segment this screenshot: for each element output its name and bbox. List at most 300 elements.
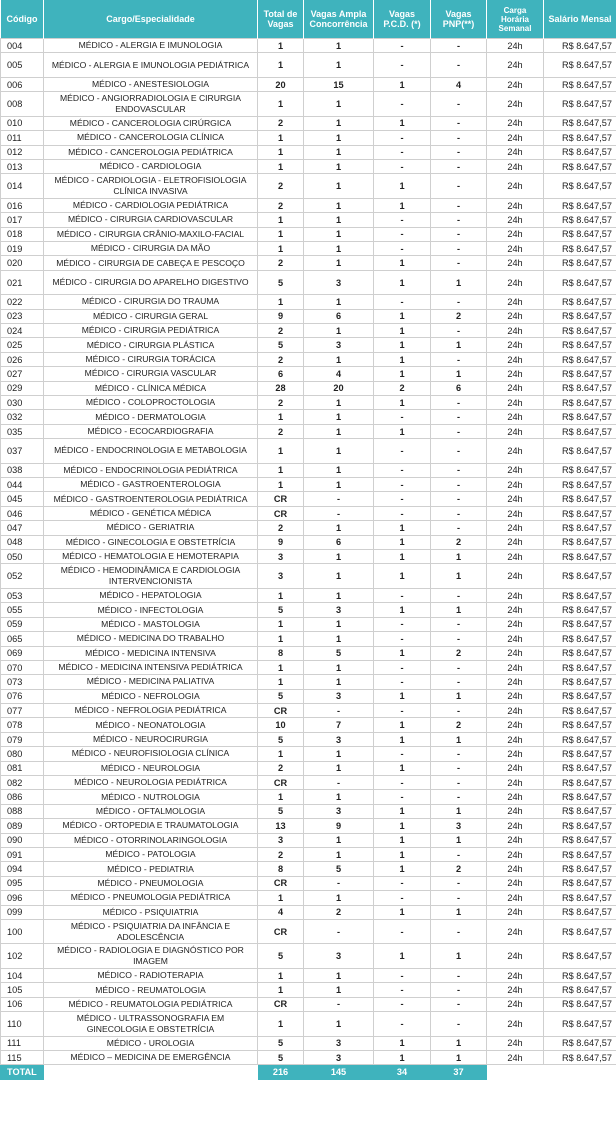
cell-salario: R$ 8.647,57	[544, 905, 616, 919]
cell-carga: 24h	[487, 876, 544, 890]
cell-ampla: 2	[304, 905, 374, 919]
cell-codigo: 090	[1, 833, 44, 847]
cell-salario: R$ 8.647,57	[544, 617, 616, 631]
cell-carga: 24h	[487, 617, 544, 631]
cell-codigo: 010	[1, 116, 44, 130]
cell-ampla: 1	[304, 564, 374, 589]
cell-pnp: -	[431, 790, 487, 804]
cell-carga: 24h	[487, 352, 544, 366]
cell-codigo: 035	[1, 424, 44, 438]
cell-pnp: -	[431, 891, 487, 905]
cell-ampla: 1	[304, 847, 374, 861]
cell-ampla: 1	[304, 242, 374, 256]
cell-carga: 24h	[487, 660, 544, 674]
cell-cargo: MÉDICO - NEFROLOGIA	[44, 689, 258, 703]
cell-ampla: 1	[304, 632, 374, 646]
cell-ampla: 1	[304, 675, 374, 689]
cell-codigo: 006	[1, 77, 44, 91]
cell-carga: 24h	[487, 521, 544, 535]
cell-pcd: 1	[374, 198, 431, 212]
cell-pnp: 1	[431, 689, 487, 703]
table-row	[1, 718, 616, 732]
cell-total: 1	[258, 131, 304, 145]
cell-ampla: 3	[304, 689, 374, 703]
cell-total: 3	[258, 564, 304, 589]
table-row	[1, 660, 616, 674]
cell-codigo: 088	[1, 804, 44, 818]
cell-pnp: 1	[431, 732, 487, 746]
cell-ampla: 1	[304, 145, 374, 159]
cell-pcd: -	[374, 295, 431, 309]
header-pcd: Vagas P.C.D. (*)	[374, 0, 431, 39]
cell-pcd: 1	[374, 847, 431, 861]
cell-pnp: 3	[431, 819, 487, 833]
cell-cargo: MÉDICO - CANCEROLOGIA CLÍNICA	[44, 131, 258, 145]
cell-pnp: -	[431, 324, 487, 338]
table-row	[1, 646, 616, 660]
table-row	[1, 891, 616, 905]
cell-ampla: 1	[304, 39, 374, 53]
table-row	[1, 535, 616, 549]
cell-cargo: MÉDICO – MEDICINA DE EMERGÊNCIA	[44, 1050, 258, 1064]
cell-carga: 24h	[487, 439, 544, 464]
total-blank-cell	[44, 1065, 258, 1080]
total-pnp: 37	[431, 1065, 487, 1080]
table-row	[1, 410, 616, 424]
cell-pcd: 1	[374, 819, 431, 833]
total-blank-cell	[544, 1065, 616, 1080]
cell-pnp: -	[431, 919, 487, 944]
cell-salario: R$ 8.647,57	[544, 381, 616, 395]
cell-pcd: -	[374, 588, 431, 602]
cell-carga: 24h	[487, 213, 544, 227]
cell-pcd: 1	[374, 732, 431, 746]
cell-carga: 24h	[487, 550, 544, 564]
table-row	[1, 324, 616, 338]
cell-total: CR	[258, 876, 304, 890]
cell-ampla: -	[304, 876, 374, 890]
cell-total: 5	[258, 689, 304, 703]
table-row	[1, 983, 616, 997]
cell-cargo: MÉDICO - DERMATOLOGIA	[44, 410, 258, 424]
cell-cargo: MÉDICO - CANCEROLOGIA CIRÚRGICA	[44, 116, 258, 130]
cell-pnp: -	[431, 660, 487, 674]
cell-carga: 24h	[487, 492, 544, 506]
table-row	[1, 876, 616, 890]
cell-pcd: -	[374, 492, 431, 506]
cell-pcd: -	[374, 747, 431, 761]
cell-pcd: 1	[374, 905, 431, 919]
table-row	[1, 159, 616, 173]
cell-carga: 24h	[487, 804, 544, 818]
cell-ampla: 3	[304, 270, 374, 295]
cell-cargo: MÉDICO - PSIQUIATRIA DA INFÂNCIA E ADOLESCÊNCIA	[44, 919, 258, 944]
cell-cargo: MÉDICO - OTORRINOLARINGOLOGIA	[44, 833, 258, 847]
cell-ampla: 1	[304, 833, 374, 847]
cell-pnp: 1	[431, 1036, 487, 1050]
cell-pnp: 1	[431, 603, 487, 617]
table-row	[1, 227, 616, 241]
cell-codigo: 004	[1, 39, 44, 53]
cell-pcd: -	[374, 660, 431, 674]
cell-ampla: -	[304, 776, 374, 790]
cell-cargo: MÉDICO - MEDICINA INTENSIVA PEDIÁTRICA	[44, 660, 258, 674]
cell-total: 1	[258, 463, 304, 477]
cell-salario: R$ 8.647,57	[544, 1012, 616, 1037]
cell-ampla: 6	[304, 535, 374, 549]
cell-codigo: 115	[1, 1050, 44, 1064]
cell-total: 2	[258, 521, 304, 535]
cell-ampla: 1	[304, 116, 374, 130]
cell-pnp: -	[431, 632, 487, 646]
cell-salario: R$ 8.647,57	[544, 790, 616, 804]
cell-carga: 24h	[487, 997, 544, 1011]
cell-pcd: -	[374, 478, 431, 492]
cell-cargo: MÉDICO - ENDOCRINOLOGIA E METABOLOGIA	[44, 439, 258, 464]
cell-carga: 24h	[487, 776, 544, 790]
cell-ampla: 5	[304, 862, 374, 876]
cell-codigo: 020	[1, 256, 44, 270]
cell-ampla: 1	[304, 410, 374, 424]
cell-ampla: 1	[304, 213, 374, 227]
cell-carga: 24h	[487, 53, 544, 78]
table-row	[1, 944, 616, 969]
cell-salario: R$ 8.647,57	[544, 761, 616, 775]
cell-salario: R$ 8.647,57	[544, 309, 616, 323]
table-row	[1, 53, 616, 78]
table-row	[1, 1050, 616, 1064]
cell-pnp: -	[431, 506, 487, 520]
cell-codigo: 017	[1, 213, 44, 227]
cell-pnp: -	[431, 997, 487, 1011]
cell-pcd: 1	[374, 550, 431, 564]
cell-pnp: 1	[431, 944, 487, 969]
table-row	[1, 833, 616, 847]
cell-carga: 24h	[487, 564, 544, 589]
cell-pcd: -	[374, 131, 431, 145]
cell-pnp: -	[431, 747, 487, 761]
cell-total: 1	[258, 968, 304, 982]
cell-cargo: MÉDICO - HEPATOLOGIA	[44, 588, 258, 602]
cell-total: 1	[258, 747, 304, 761]
cell-salario: R$ 8.647,57	[544, 352, 616, 366]
cell-pcd: -	[374, 145, 431, 159]
total-label: TOTAL	[1, 1065, 44, 1080]
cell-total: 3	[258, 550, 304, 564]
table-row	[1, 804, 616, 818]
header-pnp: Vagas PNP(**)	[431, 0, 487, 39]
cell-codigo: 055	[1, 603, 44, 617]
table-row	[1, 174, 616, 199]
cell-carga: 24h	[487, 174, 544, 199]
cell-carga: 24h	[487, 367, 544, 381]
cell-total: 9	[258, 309, 304, 323]
table-row	[1, 919, 616, 944]
cell-carga: 24h	[487, 588, 544, 602]
cell-codigo: 065	[1, 632, 44, 646]
cell-codigo: 038	[1, 463, 44, 477]
cell-ampla: 1	[304, 891, 374, 905]
table-row	[1, 338, 616, 352]
cell-pnp: -	[431, 116, 487, 130]
cell-carga: 24h	[487, 145, 544, 159]
cell-pnp: -	[431, 145, 487, 159]
cell-codigo: 059	[1, 617, 44, 631]
cell-total: 1	[258, 439, 304, 464]
cell-codigo: 081	[1, 761, 44, 775]
cell-carga: 24h	[487, 905, 544, 919]
cell-codigo: 048	[1, 535, 44, 549]
cell-carga: 24h	[487, 478, 544, 492]
cell-ampla: 1	[304, 424, 374, 438]
cell-pcd: 1	[374, 174, 431, 199]
cell-pcd: 1	[374, 535, 431, 549]
cell-pnp: -	[431, 776, 487, 790]
cell-ampla: 1	[304, 1012, 374, 1037]
cell-pnp: -	[431, 424, 487, 438]
cell-carga: 24h	[487, 919, 544, 944]
cell-salario: R$ 8.647,57	[544, 159, 616, 173]
total-vagas: 216	[258, 1065, 304, 1080]
cell-carga: 24h	[487, 92, 544, 117]
cell-pcd: 1	[374, 862, 431, 876]
cell-ampla: 5	[304, 646, 374, 660]
cell-cargo: MÉDICO - MASTOLOGIA	[44, 617, 258, 631]
cell-pcd: 1	[374, 309, 431, 323]
cell-pnp: 1	[431, 564, 487, 589]
cell-carga: 24h	[487, 410, 544, 424]
cell-total: CR	[258, 919, 304, 944]
cell-carga: 24h	[487, 227, 544, 241]
cell-pnp: -	[431, 521, 487, 535]
cell-pcd: 1	[374, 270, 431, 295]
cell-pnp: -	[431, 242, 487, 256]
cell-codigo: 022	[1, 295, 44, 309]
cell-pnp: 1	[431, 905, 487, 919]
table-row	[1, 1036, 616, 1050]
cell-ampla: 6	[304, 309, 374, 323]
cell-ampla: -	[304, 919, 374, 944]
cell-codigo: 046	[1, 506, 44, 520]
cell-carga: 24h	[487, 324, 544, 338]
cell-salario: R$ 8.647,57	[544, 1050, 616, 1064]
cell-pcd: -	[374, 891, 431, 905]
cell-cargo: MÉDICO - NEFROLOGIA PEDIÁTRICA	[44, 704, 258, 718]
cell-pnp: -	[431, 131, 487, 145]
cell-ampla: 1	[304, 53, 374, 78]
cell-salario: R$ 8.647,57	[544, 145, 616, 159]
cell-pnp: -	[431, 295, 487, 309]
table-row	[1, 819, 616, 833]
table-row	[1, 550, 616, 564]
cell-total: 1	[258, 632, 304, 646]
cell-codigo: 073	[1, 675, 44, 689]
cell-pcd: -	[374, 53, 431, 78]
cell-carga: 24h	[487, 603, 544, 617]
cell-pcd: 1	[374, 256, 431, 270]
cell-salario: R$ 8.647,57	[544, 131, 616, 145]
cell-salario: R$ 8.647,57	[544, 213, 616, 227]
cell-salario: R$ 8.647,57	[544, 53, 616, 78]
cell-carga: 24h	[487, 790, 544, 804]
cell-pcd: 1	[374, 396, 431, 410]
cell-total: 2	[258, 424, 304, 438]
cell-total: 8	[258, 862, 304, 876]
cell-pcd: 1	[374, 324, 431, 338]
cell-cargo: MÉDICO - CIRURGIA CRÂNIO-MAXILO-FACIAL	[44, 227, 258, 241]
cell-salario: R$ 8.647,57	[544, 646, 616, 660]
table-row	[1, 506, 616, 520]
cell-cargo: MÉDICO - GERIATRIA	[44, 521, 258, 535]
cell-salario: R$ 8.647,57	[544, 396, 616, 410]
table-row	[1, 847, 616, 861]
cell-cargo: MÉDICO - PSIQUIATRIA	[44, 905, 258, 919]
cell-carga: 24h	[487, 77, 544, 91]
cell-salario: R$ 8.647,57	[544, 242, 616, 256]
cell-ampla: 1	[304, 660, 374, 674]
cell-ampla: 20	[304, 381, 374, 395]
cell-codigo: 100	[1, 919, 44, 944]
cell-salario: R$ 8.647,57	[544, 862, 616, 876]
cell-cargo: MÉDICO - HEMATOLOGIA E HEMOTERAPIA	[44, 550, 258, 564]
cell-salario: R$ 8.647,57	[544, 424, 616, 438]
cell-cargo: MÉDICO - MEDICINA INTENSIVA	[44, 646, 258, 660]
table-row	[1, 116, 616, 130]
cell-cargo: MÉDICO - CIRURGIA CARDIOVASCULAR	[44, 213, 258, 227]
cell-salario: R$ 8.647,57	[544, 689, 616, 703]
cell-ampla: 1	[304, 352, 374, 366]
cell-pnp: -	[431, 968, 487, 982]
cell-ampla: 3	[304, 1050, 374, 1064]
cell-ampla: -	[304, 506, 374, 520]
cell-total: CR	[258, 492, 304, 506]
cell-total: 1	[258, 295, 304, 309]
cell-total: 6	[258, 367, 304, 381]
cell-codigo: 005	[1, 53, 44, 78]
cell-salario: R$ 8.647,57	[544, 968, 616, 982]
cell-cargo: MÉDICO - CIRURGIA TORÁCICA	[44, 352, 258, 366]
cell-pnp: -	[431, 396, 487, 410]
cell-codigo: 069	[1, 646, 44, 660]
cell-codigo: 102	[1, 944, 44, 969]
cell-pnp: 2	[431, 718, 487, 732]
cell-salario: R$ 8.647,57	[544, 227, 616, 241]
cell-cargo: MÉDICO - ULTRASSONOGRAFIA EM GINECOLOGIA E OBSTETRÍCIA	[44, 1012, 258, 1037]
cell-pcd: 1	[374, 761, 431, 775]
table-row	[1, 761, 616, 775]
cell-cargo: MÉDICO - CARDIOLOGIA	[44, 159, 258, 173]
cell-carga: 24h	[487, 338, 544, 352]
cell-codigo: 052	[1, 564, 44, 589]
cell-total: 2	[258, 352, 304, 366]
cell-codigo: 023	[1, 309, 44, 323]
cell-pnp: -	[431, 410, 487, 424]
cell-cargo: MÉDICO - PNEUMOLOGIA	[44, 876, 258, 890]
cell-pnp: 1	[431, 804, 487, 818]
cell-total: 1	[258, 213, 304, 227]
cell-cargo: MÉDICO - CIRURGIA PEDIÁTRICA	[44, 324, 258, 338]
cell-codigo: 030	[1, 396, 44, 410]
cell-carga: 24h	[487, 116, 544, 130]
cell-ampla: -	[304, 704, 374, 718]
cell-ampla: 1	[304, 747, 374, 761]
cell-pcd: -	[374, 876, 431, 890]
cell-pcd: -	[374, 675, 431, 689]
cell-total: 1	[258, 660, 304, 674]
cell-pcd: 1	[374, 1036, 431, 1050]
table-row	[1, 1012, 616, 1037]
cell-pnp: -	[431, 174, 487, 199]
cell-pcd: 1	[374, 646, 431, 660]
cell-cargo: MÉDICO - REUMATOLOGIA	[44, 983, 258, 997]
cell-pnp: -	[431, 227, 487, 241]
cell-salario: R$ 8.647,57	[544, 439, 616, 464]
cell-carga: 24h	[487, 747, 544, 761]
cell-cargo: MÉDICO - CIRURGIA DO APARELHO DIGESTIVO	[44, 270, 258, 295]
cell-pnp: -	[431, 478, 487, 492]
cell-carga: 24h	[487, 1012, 544, 1037]
cell-codigo: 047	[1, 521, 44, 535]
cell-ampla: 1	[304, 588, 374, 602]
header-total: Total de Vagas	[258, 0, 304, 39]
cell-total: 20	[258, 77, 304, 91]
cell-pnp: -	[431, 39, 487, 53]
cell-cargo: MÉDICO - CIRURGIA PLÁSTICA	[44, 338, 258, 352]
cell-total: 1	[258, 478, 304, 492]
cell-ampla: 1	[304, 478, 374, 492]
cell-codigo: 091	[1, 847, 44, 861]
table-row	[1, 242, 616, 256]
cell-codigo: 029	[1, 381, 44, 395]
cell-cargo: MÉDICO - HEMODINÂMICA E CARDIOLOGIA INTERVENCIONISTA	[44, 564, 258, 589]
cell-total: 5	[258, 944, 304, 969]
cell-pnp: 1	[431, 550, 487, 564]
cell-total: CR	[258, 997, 304, 1011]
cell-pcd: 1	[374, 804, 431, 818]
cell-pnp: -	[431, 198, 487, 212]
cell-codigo: 077	[1, 704, 44, 718]
cell-cargo: MÉDICO - ECOCARDIOGRAFIA	[44, 424, 258, 438]
cell-pnp: -	[431, 617, 487, 631]
cell-codigo: 110	[1, 1012, 44, 1037]
cell-codigo: 014	[1, 174, 44, 199]
table-row	[1, 862, 616, 876]
cell-carga: 24h	[487, 632, 544, 646]
cell-pnp: 1	[431, 1050, 487, 1064]
cell-salario: R$ 8.647,57	[544, 521, 616, 535]
cell-carga: 24h	[487, 159, 544, 173]
cell-carga: 24h	[487, 1050, 544, 1064]
cell-pnp: -	[431, 92, 487, 117]
cell-codigo: 105	[1, 983, 44, 997]
cell-salario: R$ 8.647,57	[544, 410, 616, 424]
cell-pcd: 1	[374, 424, 431, 438]
cell-pcd: -	[374, 463, 431, 477]
cell-pcd: 1	[374, 116, 431, 130]
cell-pnp: 1	[431, 833, 487, 847]
cell-salario: R$ 8.647,57	[544, 876, 616, 890]
cell-pnp: -	[431, 439, 487, 464]
cell-ampla: 3	[304, 603, 374, 617]
cell-pcd: -	[374, 439, 431, 464]
header-ampla: Vagas Ampla Concorrência	[304, 0, 374, 39]
cell-salario: R$ 8.647,57	[544, 747, 616, 761]
cell-codigo: 078	[1, 718, 44, 732]
cell-ampla: 1	[304, 439, 374, 464]
cell-pcd: -	[374, 1012, 431, 1037]
cell-carga: 24h	[487, 944, 544, 969]
cell-pnp: -	[431, 463, 487, 477]
